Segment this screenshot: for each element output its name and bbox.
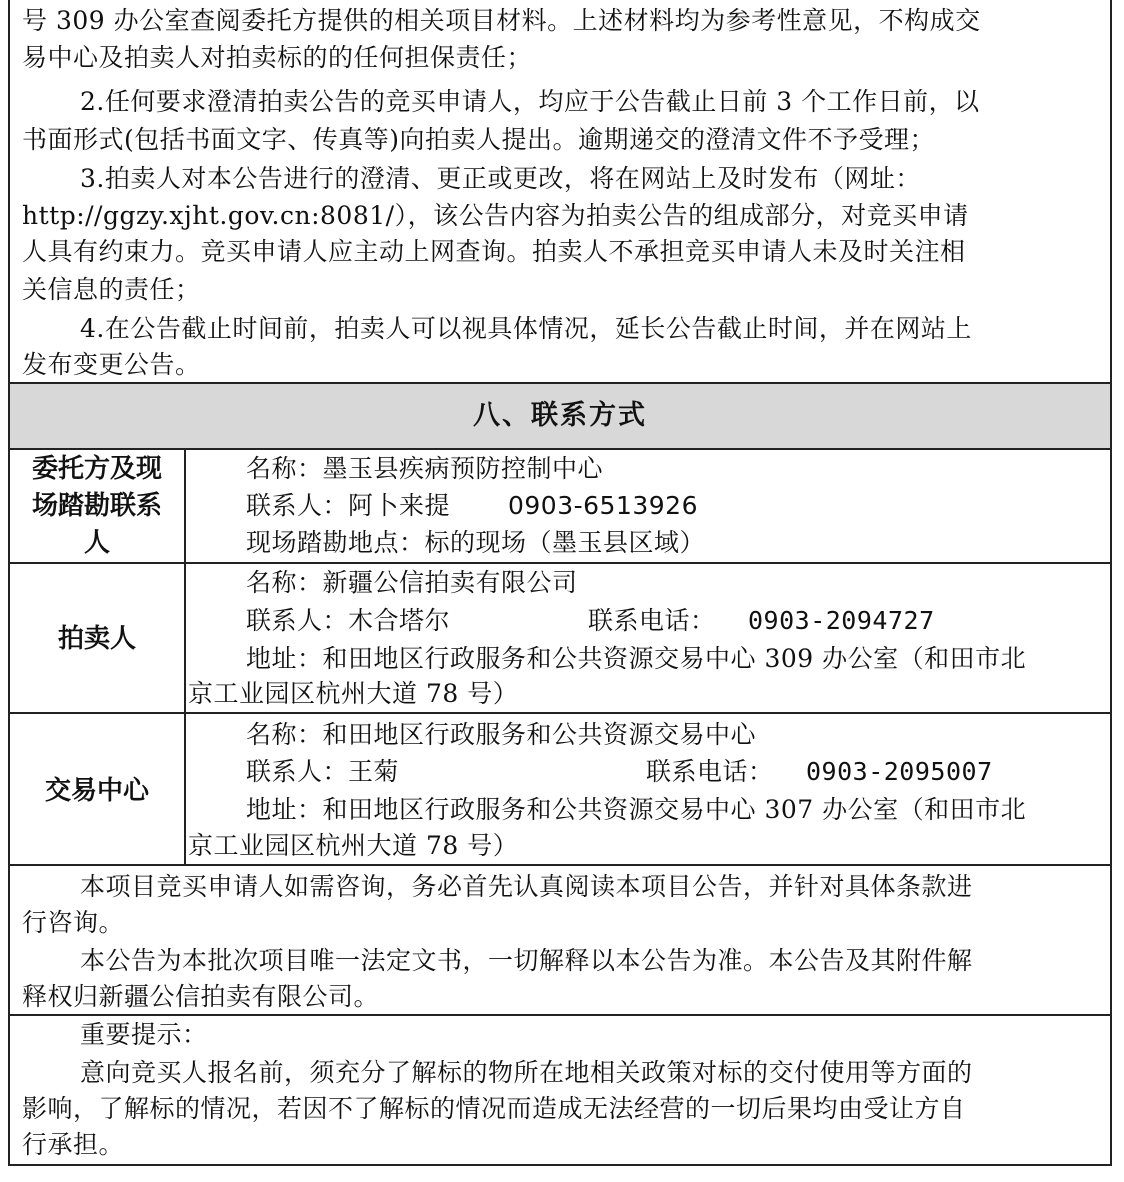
contact-row-auctioneer [10, 564, 1110, 712]
text-line: 人具有约束力。竞买申请人应主动上网查询。拍卖人不承担竞买申请人未及时关注相 [22, 237, 966, 266]
text-line: 释权归新疆公信拍卖有限公司。 [22, 982, 380, 1011]
address-line: 京工业园区杭州大道 78 号） [188, 831, 519, 860]
text-line: 2.任何要求澄清拍卖公告的竞买申请人，均应于公告截止日前 3 个工作日前，以 [80, 87, 980, 116]
contact-row-trading-center [10, 714, 1110, 864]
text-line: 行承担。 [22, 1130, 125, 1159]
address-line: 京工业园区杭州大道 78 号） [188, 679, 519, 708]
row-label: 交易中心 [44, 776, 149, 806]
site-location: 现场踏勘地点：标的现场（墨玉县区域） [246, 528, 706, 557]
text-line: 本项目竞买申请人如需咨询，务必首先认真阅读本项目公告，并针对具体条款进 [80, 872, 973, 901]
clarification-block [10, 0, 1110, 384]
org-name: 名称：墨玉县疾病预防控制中心 [246, 454, 604, 483]
text-line: 影响，了解标的情况，若因不了解标的情况而造成无法经营的一切后果均由受让方自 [22, 1094, 966, 1123]
section-title: 八、联系方式 [10, 384, 1110, 448]
row-label: 拍卖人 [57, 624, 136, 654]
text-line: 意向竞买人报名前，须充分了解标的物所在地相关政策对标的交付使用等方面的 [80, 1058, 973, 1087]
text-line: 行咨询。 [22, 908, 125, 937]
contact-row-commissioner [10, 450, 1110, 562]
notes-block [10, 866, 1110, 1014]
contact-person: 联系人：木合塔尔 [246, 606, 451, 635]
row-label-line: 委托方及现 [31, 454, 162, 484]
text-line: 4.在公告截止时间前，拍卖人可以视具体情况，延长公告截止时间，并在网站上 [80, 314, 972, 343]
contact-person: 联系人：王菊 [246, 757, 400, 786]
announcement-table [8, 0, 1112, 1166]
text-line: http://ggzy.xjht.gov.cn:8081/），该公告内容为拍卖公告的组成部分，对竞买申请 [22, 201, 969, 230]
text-line: 关信息的责任； [22, 275, 201, 304]
contact-phone: 0903-6513926 [508, 491, 698, 520]
text-line: 易中心及拍卖人对拍卖标的的任何担保责任； [22, 43, 533, 72]
text-line: 本公告为本批次项目唯一法定文书，一切解释以本公告为准。本公告及其附件解 [80, 946, 973, 975]
text-line: 号 309 办公室查阅委托方提供的相关项目材料。上述材料均为参考性意见，不构成交 [22, 6, 981, 35]
contact-phone: 0903-2095007 [806, 757, 993, 786]
row-label-line: 人 [83, 528, 110, 558]
phone-label: 联系电话： [646, 757, 774, 786]
org-name: 名称：新疆公信拍卖有限公司 [246, 568, 578, 597]
address-line: 地址：和田地区行政服务和公共资源交易中心 307 办公室（和田市北 [246, 795, 1027, 824]
phone-label: 联系电话： [588, 606, 716, 635]
contact-person: 联系人：阿卜来提 [246, 491, 451, 520]
row-label-line: 场踏勘联系 [31, 491, 162, 521]
contact-phone: 0903-2094727 [748, 606, 935, 635]
important-tips-block [10, 1016, 1110, 1164]
address-line: 地址：和田地区行政服务和公共资源交易中心 309 办公室（和田市北 [246, 644, 1027, 673]
text-line: 书面形式(包括书面文字、传真等)向拍卖人提出。逾期递交的澄清文件不予受理； [22, 125, 936, 154]
org-name: 名称：和田地区行政服务和公共资源交易中心 [246, 720, 757, 749]
tips-heading: 重要提示： [80, 1020, 208, 1049]
text-line: 3.拍卖人对本公告进行的澄清、更正或更改，将在网站上及时发布（网址： [80, 164, 921, 193]
text-line: 发布变更公告。 [22, 350, 201, 379]
